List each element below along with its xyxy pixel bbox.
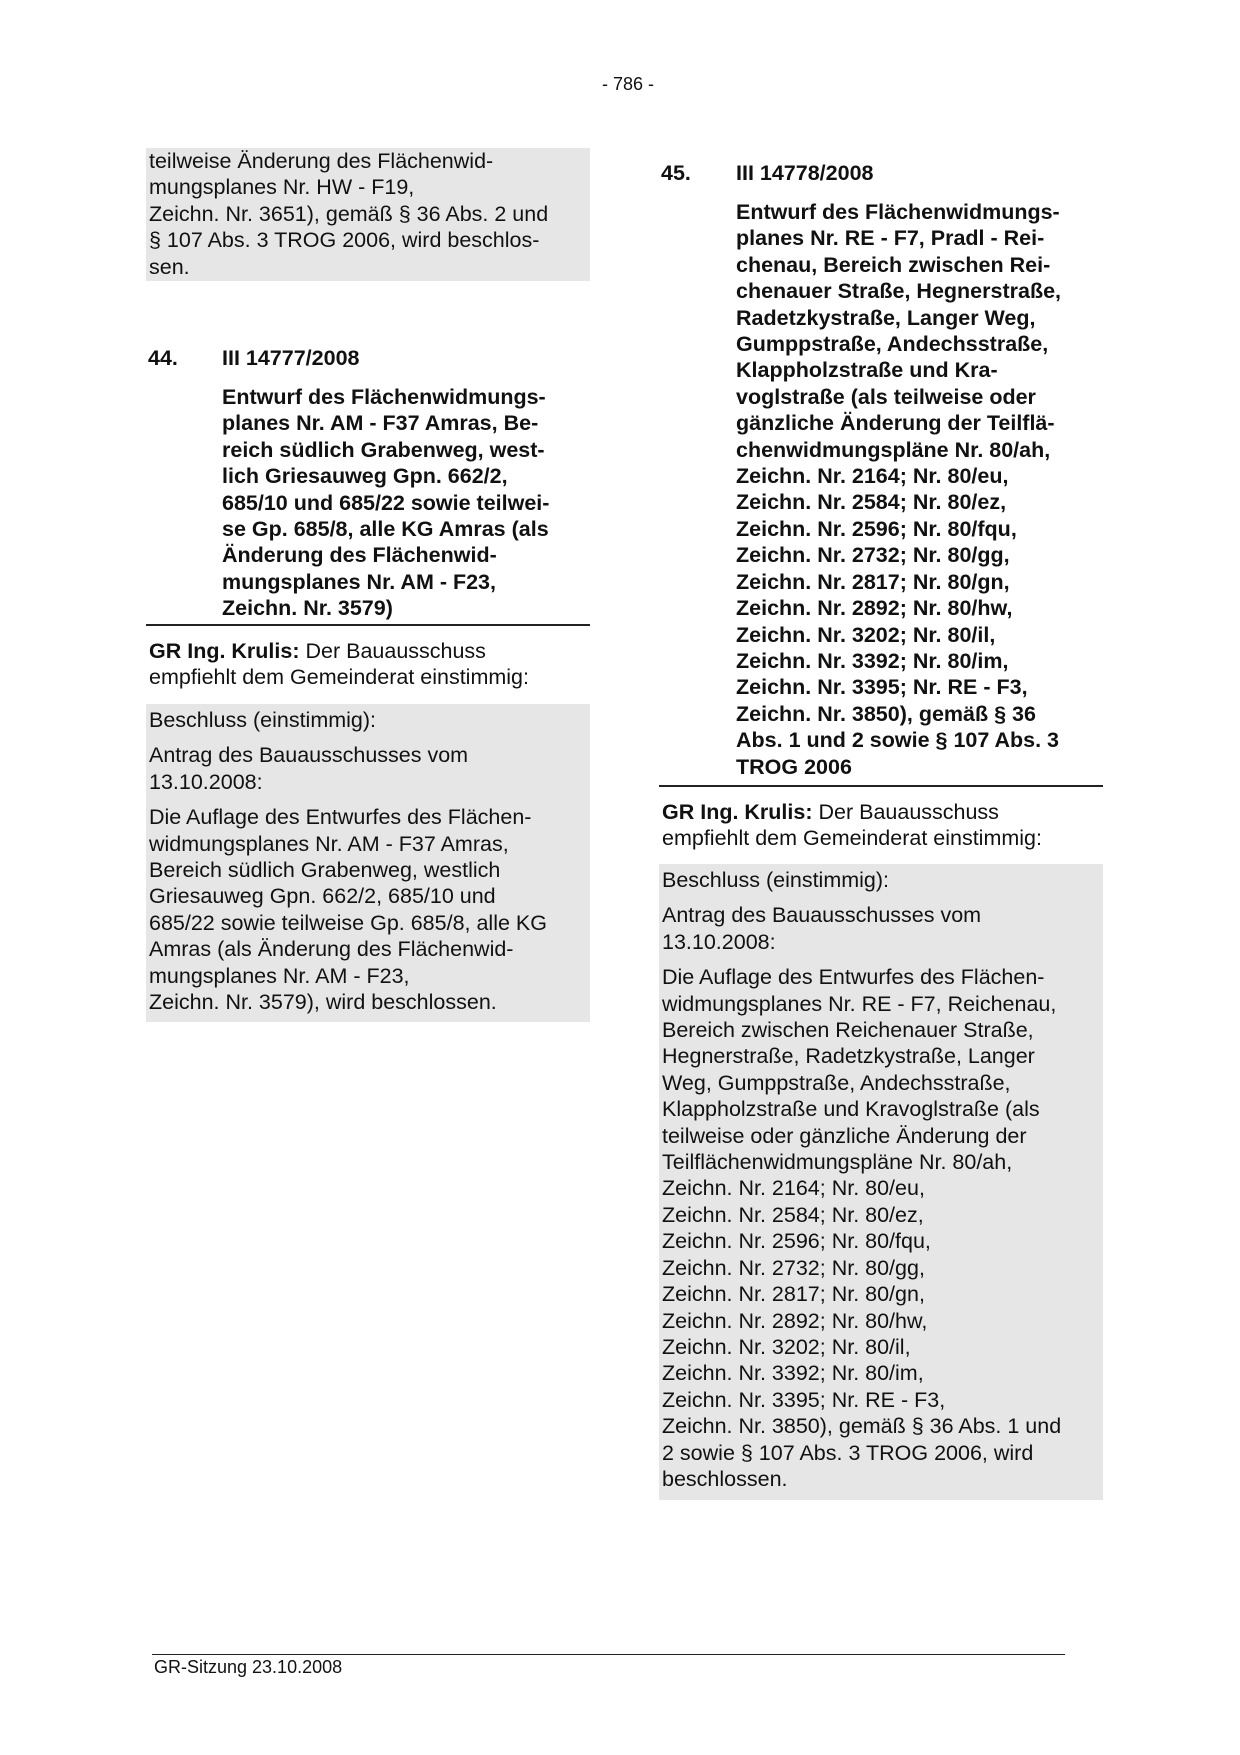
text-line: Zeichn. Nr. 3579), wird beschlossen. (149, 990, 497, 1015)
item-title-text (736, 199, 1061, 780)
text-line: Zeichn. Nr. 3202; Nr. 80/il, (736, 622, 996, 647)
resolution-block-45 (659, 864, 1103, 1500)
text-line: Zeichn. Nr. 3202; Nr. 80/il, (662, 1334, 911, 1359)
text-line: Hegnerstraße, Radetzkystraße, Langer (662, 1044, 1035, 1069)
text-line: Antrag des Bauausschusses vom (662, 903, 982, 928)
text-line: lich Griesauweg Gpn. 662/2, (222, 464, 508, 489)
text-line: Antrag des Bauausschusses vom (149, 743, 469, 768)
text-line: Entwurf des Flächenwidmungs- (222, 385, 546, 409)
text-line: Teilflächenwidmungspläne Nr. 80/ah, (662, 1150, 1013, 1175)
text-line: chenau, Bereich zwischen Rei- (736, 252, 1051, 277)
text-line: Zeichn. Nr. 2892; Nr. 80/hw, (662, 1308, 928, 1333)
footer-rule (152, 1654, 1065, 1655)
item-reference-45: III 14778/2008 (736, 161, 874, 185)
speaker-text: Der Bauausschuss (818, 800, 999, 824)
speaker-text: Der Bauausschuss (305, 639, 486, 663)
text-line: mungsplanes Nr. AM - F23, (222, 569, 496, 594)
text-line: Zeichn. Nr. 2596; Nr. 80/fqu, (736, 516, 1017, 541)
text-line: TROG 2006 (736, 754, 852, 779)
text-line: Zeichn. Nr. 2732; Nr. 80/gg, (736, 543, 1010, 568)
text-line: Zeichn. Nr. 3651), gemäß § 36 Abs. 2 und (149, 201, 549, 226)
decision-label: Beschluss (einstimmig): (662, 868, 889, 892)
text-line: § 107 Abs. 3 TROG 2006, wird beschlos- (149, 228, 540, 253)
continuation-text (149, 148, 590, 280)
text-line: Klappholzstraße und Kravoglstraße (als (662, 1097, 1040, 1122)
text-line: Zeichn. Nr. 3392; Nr. 80/im, (662, 1361, 924, 1386)
speaker-name: GR Ing. Krulis: (149, 639, 300, 663)
speaker-block-44 (149, 638, 529, 691)
divider (146, 624, 590, 626)
divider (659, 785, 1103, 787)
decision-label: Beschluss (einstimmig): (149, 708, 376, 732)
continuation-block (146, 148, 590, 281)
text-line: Zeichn. Nr. 3850), gemäß § 36 (736, 701, 1036, 726)
item-number-44: 44. (148, 346, 178, 370)
item-number-45: 45. (661, 161, 691, 185)
item-title-45 (736, 199, 1061, 780)
text-line: Abs. 1 und 2 sowie § 107 Abs. 3 (736, 728, 1060, 753)
text-line: mungsplanes Nr. AM - F23, (149, 963, 410, 988)
speaker-text: empfiehlt dem Gemeinderat einstimmig: (149, 665, 529, 690)
text-line: Klappholzstraße und Kra- (736, 358, 998, 383)
text-line: Änderung des Flächenwid- (222, 543, 497, 568)
text-line: Weg, Gumppstraße, Andechsstraße, (662, 1070, 1011, 1095)
text-line: Zeichn. Nr. 3395; Nr. RE - F3, (662, 1387, 946, 1412)
resolution-block-44 (146, 704, 590, 1022)
text-line: teilweise Änderung des Flächenwid- (149, 149, 494, 173)
page-number: - 786 - (601, 74, 655, 94)
text-line: Zeichn. Nr. 2584; Nr. 80/ez, (662, 1202, 924, 1227)
text-line: widmungsplanes Nr. RE - F7, Reichenau, (662, 991, 1057, 1016)
speaker-text: empfiehlt dem Gemeinderat einstimmig: (662, 826, 1042, 851)
text-line: chenauer Straße, Hegnerstraße, (736, 279, 1062, 304)
item-title-text (222, 384, 549, 622)
text-line: Zeichn. Nr. 2164; Nr. 80/eu, (736, 464, 1009, 489)
text-line: 13.10.2008: (149, 769, 263, 794)
item-title-44 (222, 384, 549, 622)
text-line: 2 sowie § 107 Abs. 3 TROG 2006, wird (662, 1440, 1034, 1465)
text-line: mungsplanes Nr. HW - F19, (149, 175, 415, 200)
text-line: Griesauweg Gpn. 662/2, 685/10 und (149, 884, 496, 909)
text-line: Radetzkystraße, Langer Weg, (736, 305, 1036, 330)
text-line: Zeichn. Nr. 2817; Nr. 80/gn, (662, 1282, 925, 1307)
text-line: beschlossen. (662, 1466, 788, 1491)
text-line: chenwidmungspläne Nr. 80/ah, (736, 437, 1051, 462)
text-line: gänzliche Änderung der Teilflä- (736, 411, 1055, 436)
text-line: 685/22 sowie teilweise Gp. 685/8, alle KG (149, 910, 547, 935)
text-line: planes Nr. AM - F37 Amras, Be- (222, 411, 539, 436)
text-line: Bereich zwischen Reichenauer Straße, (662, 1018, 1034, 1043)
text-line: Zeichn. Nr. 3850), gemäß § 36 Abs. 1 und (662, 1414, 1062, 1439)
resolution-text (149, 804, 590, 1015)
text-line: Gumppstraße, Andechsstraße, (736, 332, 1049, 357)
text-line: se Gp. 685/8, alle KG Amras (als (222, 517, 549, 542)
text-line: Zeichn. Nr. 3579) (222, 596, 393, 621)
text-line: Zeichn. Nr. 2817; Nr. 80/gn, (736, 569, 1010, 594)
text-line: Die Auflage des Entwurfes des Flächen- (149, 805, 532, 830)
text-line: Zeichn. Nr. 3395; Nr. RE - F3, (736, 675, 1028, 700)
text-line: Zeichn. Nr. 2892; Nr. 80/hw, (736, 596, 1013, 621)
text-line: planes Nr. RE - F7, Pradl - Rei- (736, 226, 1045, 251)
text-line: widmungsplanes Nr. AM - F37 Amras, (149, 831, 509, 856)
text-line: sen. (149, 254, 190, 279)
text-line: Zeichn. Nr. 2732; Nr. 80/gg, (662, 1255, 925, 1280)
text-line: voglstraße (als teilweise oder (736, 384, 1036, 409)
text-line: Zeichn. Nr. 2584; Nr. 80/ez, (736, 490, 1007, 515)
text-line: 685/10 und 685/22 sowie teilwei- (222, 490, 550, 515)
text-line: teilweise oder gänzliche Änderung der (662, 1123, 1027, 1148)
text-line: Zeichn. Nr. 2164; Nr. 80/eu, (662, 1176, 925, 1201)
text-line: Entwurf des Flächenwidmungs- (736, 200, 1060, 224)
text-line: Bereich südlich Grabenweg, westlich (149, 858, 501, 883)
text-line: 13.10.2008: (662, 929, 776, 954)
speaker-block-45 (662, 799, 1042, 852)
text-line: Die Auflage des Entwurfes des Flächen- (662, 965, 1045, 990)
text-line: Zeichn. Nr. 2596; Nr. 80/fqu, (662, 1229, 931, 1254)
text-line: Zeichn. Nr. 3392; Nr. 80/im, (736, 648, 1009, 673)
motion-text (662, 902, 1103, 955)
text-line: Amras (als Änderung des Flächenwid- (149, 937, 514, 962)
speaker-name: GR Ing. Krulis: (662, 800, 813, 824)
footer-text: GR-Sitzung 23.10.2008 (154, 1657, 343, 1677)
item-reference-44: III 14777/2008 (222, 346, 360, 370)
resolution-text (662, 964, 1103, 1492)
motion-text (149, 742, 590, 795)
text-line: reich südlich Grabenweg, west- (222, 437, 545, 462)
